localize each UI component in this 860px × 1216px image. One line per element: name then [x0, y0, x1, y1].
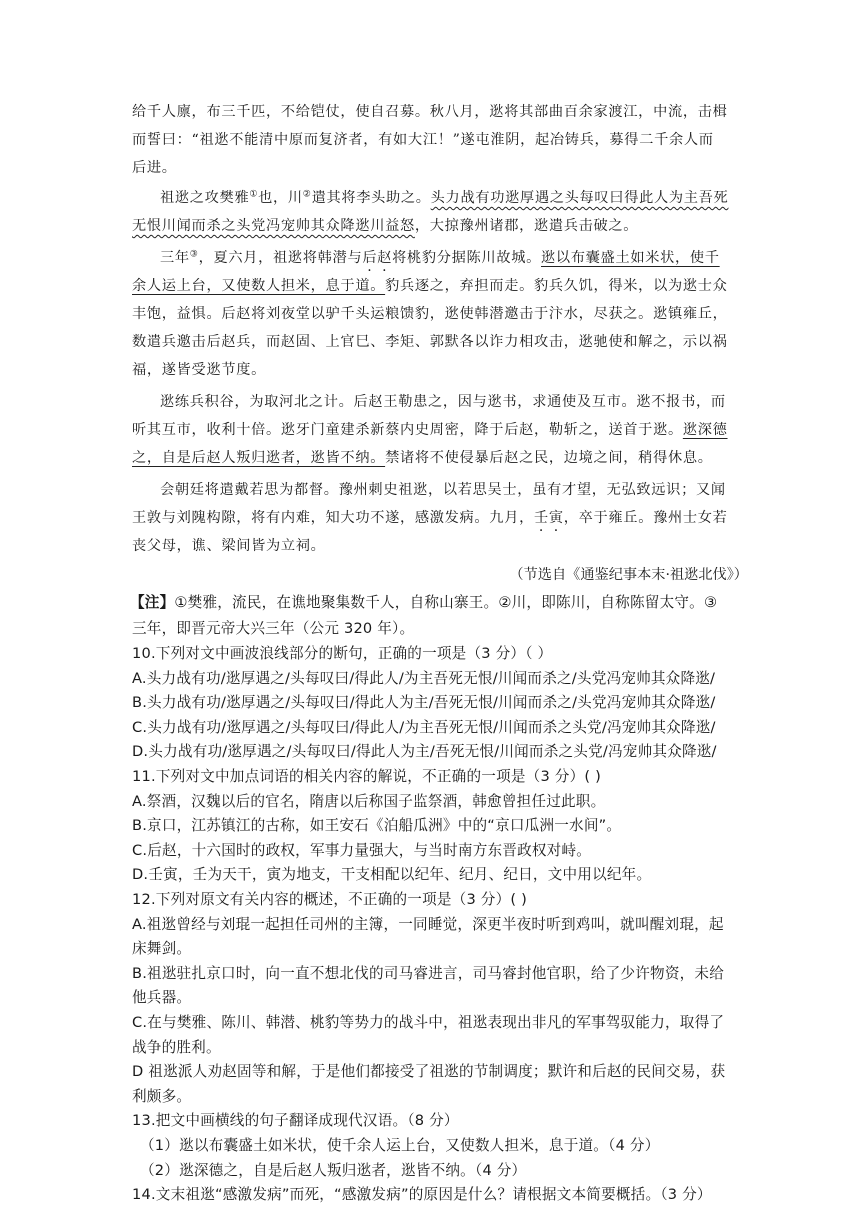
text-span: 豹兵逐之，弃担而走。豹兵久饥，得米，以为逖士众 [385, 278, 728, 294]
option-12-d: D 祖逖派人劝赵固等和解，于是他们都接受了祖逖的节制调度；默许和后赵的民间交易，获 [132, 1063, 726, 1081]
text-span: 听其互市，收利十倍。逖牙门童建杀新蔡内史周密，降于后赵，勒斩之，送首于逖。 [132, 422, 683, 438]
passage-line [132, 212, 638, 240]
option-10-b: B.头力战有功/逖厚遇之/头每叹曰/得此人为主/吾死无恨/川闻而杀之/头党冯宠帅其众降逖/ [132, 694, 716, 712]
passage-line [160, 244, 720, 272]
option-12-b: B.祖逖驻扎京口时，向一直不想北伐的司马睿进言，司马睿封他官职，给了少许物资，未给 [132, 964, 725, 982]
dotted-word: 后 [362, 250, 378, 266]
passage-line [132, 416, 728, 444]
question-12-stem: 12.下列对原文有关内容的概述，不正确的一项是（3 分）( ) [132, 891, 528, 908]
passage-line [132, 504, 728, 532]
note-line [130, 590, 717, 616]
note-label: 【注】 [130, 594, 175, 611]
text-span: 三年 [160, 250, 190, 266]
wavy-underlined-text: 头力战有功逖厚遇之头每叹曰得此人为主吾死 [430, 190, 729, 206]
question-10-stem: 10.下列对文中画波浪线部分的断句，正确的一项是（3 分）（ ） [132, 645, 553, 662]
option-11-c: C.后赵，十六国时的政权，军事力量强大，与当时南方东晋政权对峙。 [132, 841, 592, 859]
question-14-stem: 14.文末祖逖“感激发病”而死，“感激发病”的原因是什么？请根据文本简要概括。（3 分） [132, 1186, 712, 1204]
option-12-c-cont: 战争的胜利。 [132, 1038, 221, 1056]
dotted-word: 寅 [548, 510, 564, 526]
passage-line [132, 272, 728, 300]
underlined-sentence-1: 逖以布囊盛土如米状，使千 [541, 250, 720, 266]
text-span: 将桃豹分据陈川故城。 [392, 250, 541, 266]
wavy-underlined-text: 无恨川闻而杀之头党冯宠帅其众降逖川益怒 [132, 218, 415, 234]
option-12-c: C.在与樊雅、陈川、韩潜、桃豹等势力的战斗中，祖逖表现出非凡的军事驾驭能力，取得了 [132, 1014, 725, 1031]
passage-line: 后进。 [132, 160, 177, 176]
passage-line: 给千人廪，布三千匹，不给铠仗，使自召募。秋八月，逖将其部曲百余家渡江，中流，击楫 [132, 104, 728, 120]
question-13-stem: 13.把文中画横线的句子翻译成现代汉语。（8 分） [132, 1112, 459, 1130]
underlined-sentence-1: 余人运上台，又使数人担米，息于道。 [132, 278, 386, 294]
source-citation: （节选自《通鉴纪事本末·祖逖北伐》） [509, 567, 748, 583]
note-text: ①樊雅，流民，在谯地聚集数千人，自称山寨王。②川，即陈川，自称陈留太守。③ [174, 594, 718, 611]
text-span: 禁诸将不使侵暴后赵之民，边境之间，稍得休息。 [385, 450, 713, 466]
passage-line: 丧父母，谯、梁间皆为立祠。 [132, 538, 326, 554]
text-span: 遣其将李头助之。 [311, 190, 431, 206]
underlined-sentence-2: 之，自是后赵人叛归逖者，逖皆不纳。 [132, 450, 386, 466]
option-10-a: A.头力战有功/逖厚遇之/头每叹曰/得此人/为主吾死无恨/川闻而杀之/头党冯宠帅其众降逖/ [132, 669, 716, 687]
passage-line [132, 444, 713, 472]
text-span: 王敦与刘隗构隙，将有内难，知大功不遂，感激发病。九月， [132, 510, 534, 526]
text-span: ，大掠豫州诸郡，逖遣兵击破之。 [414, 218, 639, 234]
passage-line: 逖练兵积谷，为取河北之计。后赵王勒患之，因与逖书，求通使及互市。逖不报书，而 [160, 394, 726, 410]
option-11-b: B.京口，江苏镇江的古称，如王安石《泊船瓜洲》中的“京口瓜洲一水间”。 [132, 817, 622, 835]
underlined-sentence-2: 逖深德 [682, 422, 728, 438]
passage-line: 丰饱，益惧。后赵将刘夜堂以驴千头运粮馈豹，逖使韩潜邀击于汴水，尽获之。逖镇雍丘， [132, 306, 728, 322]
option-12-b-cont: 他兵器。 [132, 989, 192, 1007]
passage-line: 而誓曰：“祖逖不能清中原而复济者，有如大江！”遂屯淮阴，起冶铸兵，募得二千余人而 [132, 132, 714, 148]
footnote-marker: ② [302, 189, 312, 200]
option-10-d: D.头力战有功/逖厚遇之/头每叹曰/得此人为主/吾死无恨/川闻而杀之头党/冯宠帅其众降逖/ [132, 743, 717, 761]
text-span: ，夏六月，祖逖将韩潜与 [198, 250, 363, 266]
text-span: ，卒于雍丘。豫州士女若 [563, 510, 728, 526]
question-13-part-2: （2）逖深德之，自是后赵人叛归逖者，逖皆不纳。（4 分） [140, 1161, 527, 1179]
footnote-marker: ① [249, 189, 259, 200]
option-11-a: A.祭酒，汉魏以后的官名，隋唐以后称国子监祭酒，韩愈曾担任过此职。 [132, 792, 606, 810]
option-12-a: A.祖逖曾经与刘琨一起担任司州的主簿，一同睡觉，深更半夜时听到鸡叫，就叫醒刘琨，起 [132, 915, 724, 933]
question-11-stem: 11.下列对文中加点词语的相关内容的解说，不正确的一项是（3 分）( ) [132, 768, 601, 785]
dotted-word: 壬 [533, 510, 549, 526]
passage-line: 福，遂皆受逖节度。 [132, 362, 266, 378]
passage-line: 数遣兵邀击后赵兵，而赵固、上官巳、李矩、郭默各以诈力相攻击，逖驰使和解之，示以祸 [132, 334, 728, 350]
option-12-a-cont: 床舞剑。 [132, 940, 192, 958]
text-span: 也，川 [258, 190, 303, 206]
option-10-c: C.头力战有功/逖厚遇之/头每叹曰/得此人/为主吾死无恨/川闻而杀之头党/冯宠帅其众降逖/ [132, 718, 716, 736]
note-line: 三年，即晋元帝大兴三年（公元 320 年）。 [132, 620, 415, 637]
option-12-d-cont: 利颇多。 [132, 1087, 192, 1105]
passage-line [160, 184, 728, 212]
passage-line: 会朝廷将遣戴若思为都督。豫州刺史祖逖，以若思吴士，虽有才望，无弘致远识；又闻 [160, 482, 726, 498]
question-13-part-1: （1）逖以布囊盛土如米状，使千余人运上台，又使数人担米，息于道。（4 分） [140, 1137, 660, 1154]
option-11-d: D.壬寅，壬为天干，寅为地支，干支相配以纪年、纪月、纪日，文中用以纪年。 [132, 866, 652, 884]
dotted-word: 赵 [377, 250, 393, 266]
footnote-marker: ③ [189, 249, 199, 260]
text-span: 祖逖之攻樊雅 [160, 190, 250, 206]
